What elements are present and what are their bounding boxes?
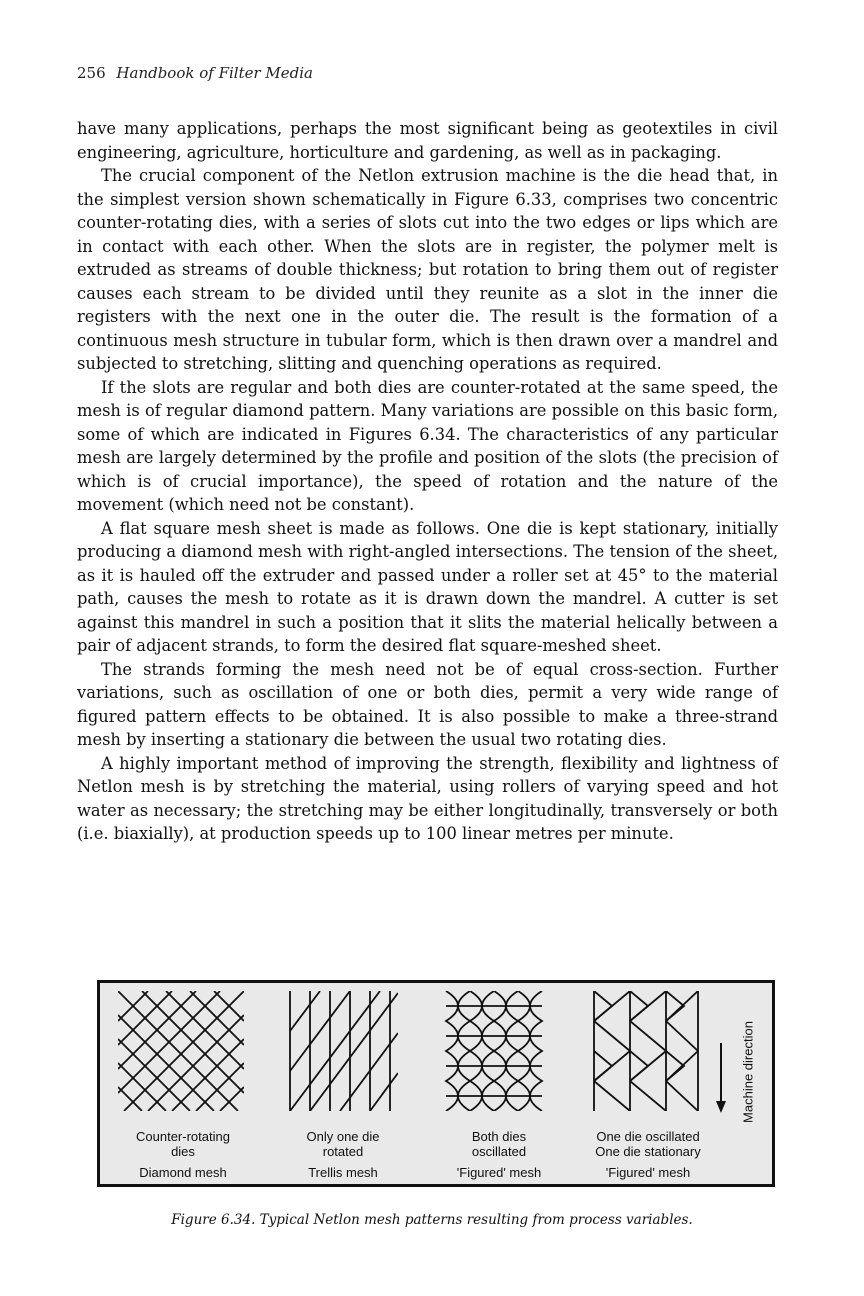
running-header xyxy=(77,64,313,82)
machine-direction-label: Machine direction xyxy=(740,1021,756,1123)
panel-3-label: Both dies oscillated xyxy=(471,1129,527,1159)
panel-1-mesh-name: Diamond mesh xyxy=(139,1165,227,1180)
paragraph-2: The crucial component of the Netlon extrusion machine is the die head that, in the simplest version shown schematically in Figure 6.33, comprises two concentric counter-rotating dies, with a series of slots cut into the two edges or lips which are in contact with each other. When the slots are in register, the polymer melt is extruded as streams of double thickness; but rotation to bring them out of register causes each stream to be divided until they reunite as a slot in the inner die registers with the next one in the outer die. The result is the formation of a continuous mesh structure in tubular form, which is then drawn over a mandrel and subjected to stretching, slitting and quenching operations as required. xyxy=(77,166,778,373)
figure-caption: Figure 6.34. Typical Netlon mesh patterns resulting from process variables. xyxy=(171,1212,693,1228)
diamond-mesh-drawing xyxy=(118,991,244,1111)
panel-3-mesh-name: 'Figured' mesh xyxy=(456,1165,542,1180)
body-text xyxy=(77,117,778,846)
page-number: 256 xyxy=(77,64,106,82)
paragraph-6: A highly important method of improving the strength, flexibility and lightness of Netlon mesh is by stretching the material, using rollers of varying speed and hot water as necessary; the stretching may be either longitudinally, transversely or both (i.e. biaxially), at production speeds up to 100 linear metres per minute. xyxy=(77,753,778,843)
panel-2-label: Only one die rotated xyxy=(306,1129,380,1159)
book-title: Handbook of Filter Media xyxy=(116,64,314,82)
machine-direction-arrow xyxy=(716,1043,726,1113)
trellis-mesh-drawing xyxy=(286,991,398,1111)
machine-direction-indicator xyxy=(736,997,760,1147)
paragraph-5: The strands forming the mesh need not be of equal cross-section. Further variations, such as oscillation of one or both dies, permit a very wide range of figured pattern effects to be obtained. It is also possible to make a three-strand mesh by inserting a stationary die between the usual two rotating dies. xyxy=(77,659,778,749)
panel-4-mesh-name: 'Figured' mesh xyxy=(605,1165,691,1180)
panel-4-label: One die oscillated One die stationary xyxy=(595,1129,701,1159)
paragraph-4: A flat square mesh sheet is made as follows. One die is kept stationary, initially producing a diamond mesh with right-angled intersections. The tension of the sheet, as it is hauled off the extruder and passed under a roller set at 45° to the material path, causes the mesh to rotate as it is drawn down the mandrel. A cutter is set against this mandrel in such a position that it slits the material helically between a pair of adjacent strands, to form the desired flat square-meshed sheet. xyxy=(77,518,778,655)
paragraph-1: have many applications, perhaps the most significant being as geotextiles in civil engineering, agriculture, horticulture and gardening, as well as in packaging. xyxy=(77,119,778,162)
mesh-patterns-figure xyxy=(97,980,775,1187)
paragraph-3: If the slots are regular and both dies are counter-rotated at the same speed, the mesh is of regular diamond pattern. Many variations are possible on this basic form, some of which are indicated in Figures 6.34. The characteristics of any particular mesh are largely determined by the profile and position of the slots (the precision of which is of crucial importance), the speed of rotation and the nature of the movement (which need not be constant). xyxy=(77,377,778,514)
panel-2-mesh-name: Trellis mesh xyxy=(308,1165,378,1180)
figured-mesh-oscillated-drawing xyxy=(440,991,558,1111)
panel-1-label: Counter-rotating dies xyxy=(136,1129,230,1159)
figured-mesh-stationary-drawing xyxy=(590,991,702,1111)
